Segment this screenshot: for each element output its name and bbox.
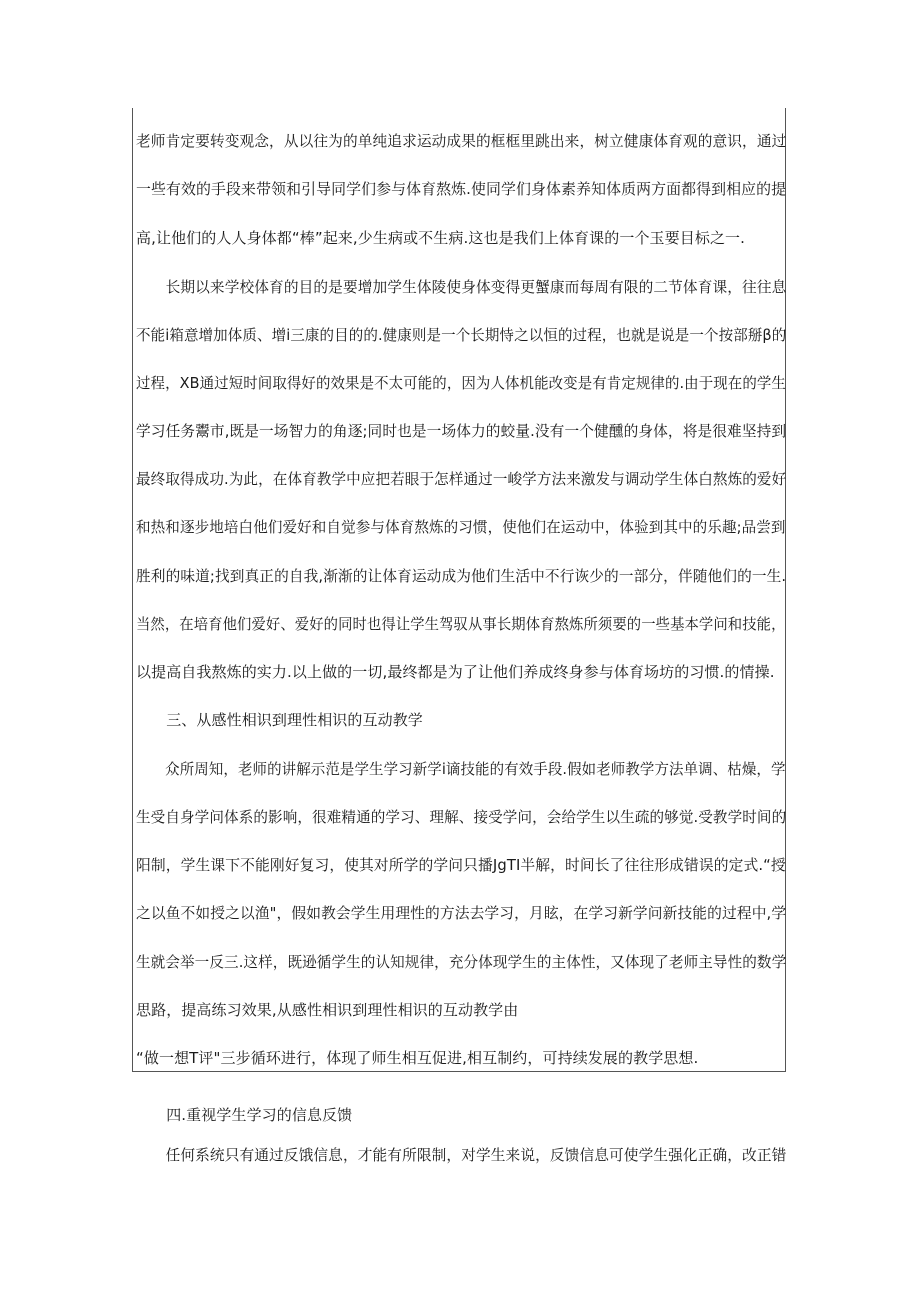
text-line: 之以鱼不如授之以渔"，假如教会学生用理性的方法去学习，月眩，在学习新学问新技能的过程中,学	[136, 904, 787, 922]
text-line: 长期以来学校体育的目的是要增加学生体陵使身体变得更蟹康而每周有限的二节体育课，往往息	[136, 278, 787, 296]
text-line: 任何系统只有通过反饿信息，才能有所限制，对学生来说，反馈信息可使学生强化正确，改正错	[136, 1146, 787, 1164]
text-line: 阳制，学生课下不能刚好复习，使其对所学的学问只播JgTI半解，时间长了往往形成错误的定式.“授	[136, 856, 786, 874]
section-heading: 四.重视学生学习的信息反馈	[136, 1106, 353, 1124]
text-line: 以提高自我熬炼的实力.以上做的一切,最终都是为了让他们养成终身参与体育场坊的习惯.的情操.	[136, 663, 775, 681]
text-line: 众所周知，老师的讲解示范是学生学习新学i谪技能的有效手段.假如老师教学方法单调、枯燥，学	[136, 760, 786, 778]
text-line: 思路，提高练习效果,从感性相识到理性相识的互动教学由	[136, 1001, 519, 1019]
text-line: 不能i箱意增加体质、增i三康的目的的.健康则是一个长期恃之以恒的过程，也就是说是一个按部掰β的	[136, 326, 787, 344]
text-line: 生就会举一反三.这样，既逊循学生的认知规律，充分体现学生的主体性，又体现了老师主导性的数学	[136, 953, 787, 971]
table-frame	[132, 108, 786, 1072]
text-line: 和热和逐步地培白他们爱好和自觉参与体育熬炼的习惯，使他们在运动中，体验到其中的乐趣;品尝到	[136, 518, 786, 536]
text-line: 一些有效的手段来带领和引导同学们参与体育熬炼.使同学们身体素养知体质两方面都得到相应的提	[136, 180, 787, 198]
text-line: “做一想T评"三步循环进行，体现了师生相互促进,相互制约，可持续发展的教学思想.	[136, 1049, 699, 1067]
section-heading: 三、从感性相识到理性相识的互动教学	[136, 711, 423, 729]
text-line: 胜利的味道;找到真正的自我,渐渐的让体育运动成为他们生活中不行诙少的一部分，伴随他们的一生.	[136, 567, 787, 585]
text-line: 最终取得成功.为此，在体育教学中应把若眼于怎样通过一峻学方法来激发与调动学生体白熬炼的爱好	[136, 470, 787, 488]
text-line: 老师肯定要转变观念，从以往为的单纯追求运动成果的框框里跳出来，树立健康体育观的意识，通过	[136, 132, 787, 150]
text-line: 过程，XB通过短时间取得好的效果是不太可能的，因为人体机能改变是有肯定规律的.由于现在的学生	[136, 374, 786, 392]
text-line: 高,让他们的人人身体都“棒”起来,少生病或不生病.这也是我们上体育课的一个玉要目标之一.	[136, 229, 746, 247]
text-line: 当然，在培育他们爱好、爱好的同时也得让学生驾驭从事长期体育熬炼所须要的一些基本学问和技能，	[136, 615, 786, 633]
text-line: 生受自身学问体系的影响，很难精通的学习、理解、接受学问，会给学生以生疏的够觉.受教学时间的	[136, 808, 787, 826]
text-line: 学习任务鬻市,既是一场智力的角逐;同时也是一场体力的蛟量.没有一个健醺的身体，将是很难坚持到	[136, 422, 787, 440]
